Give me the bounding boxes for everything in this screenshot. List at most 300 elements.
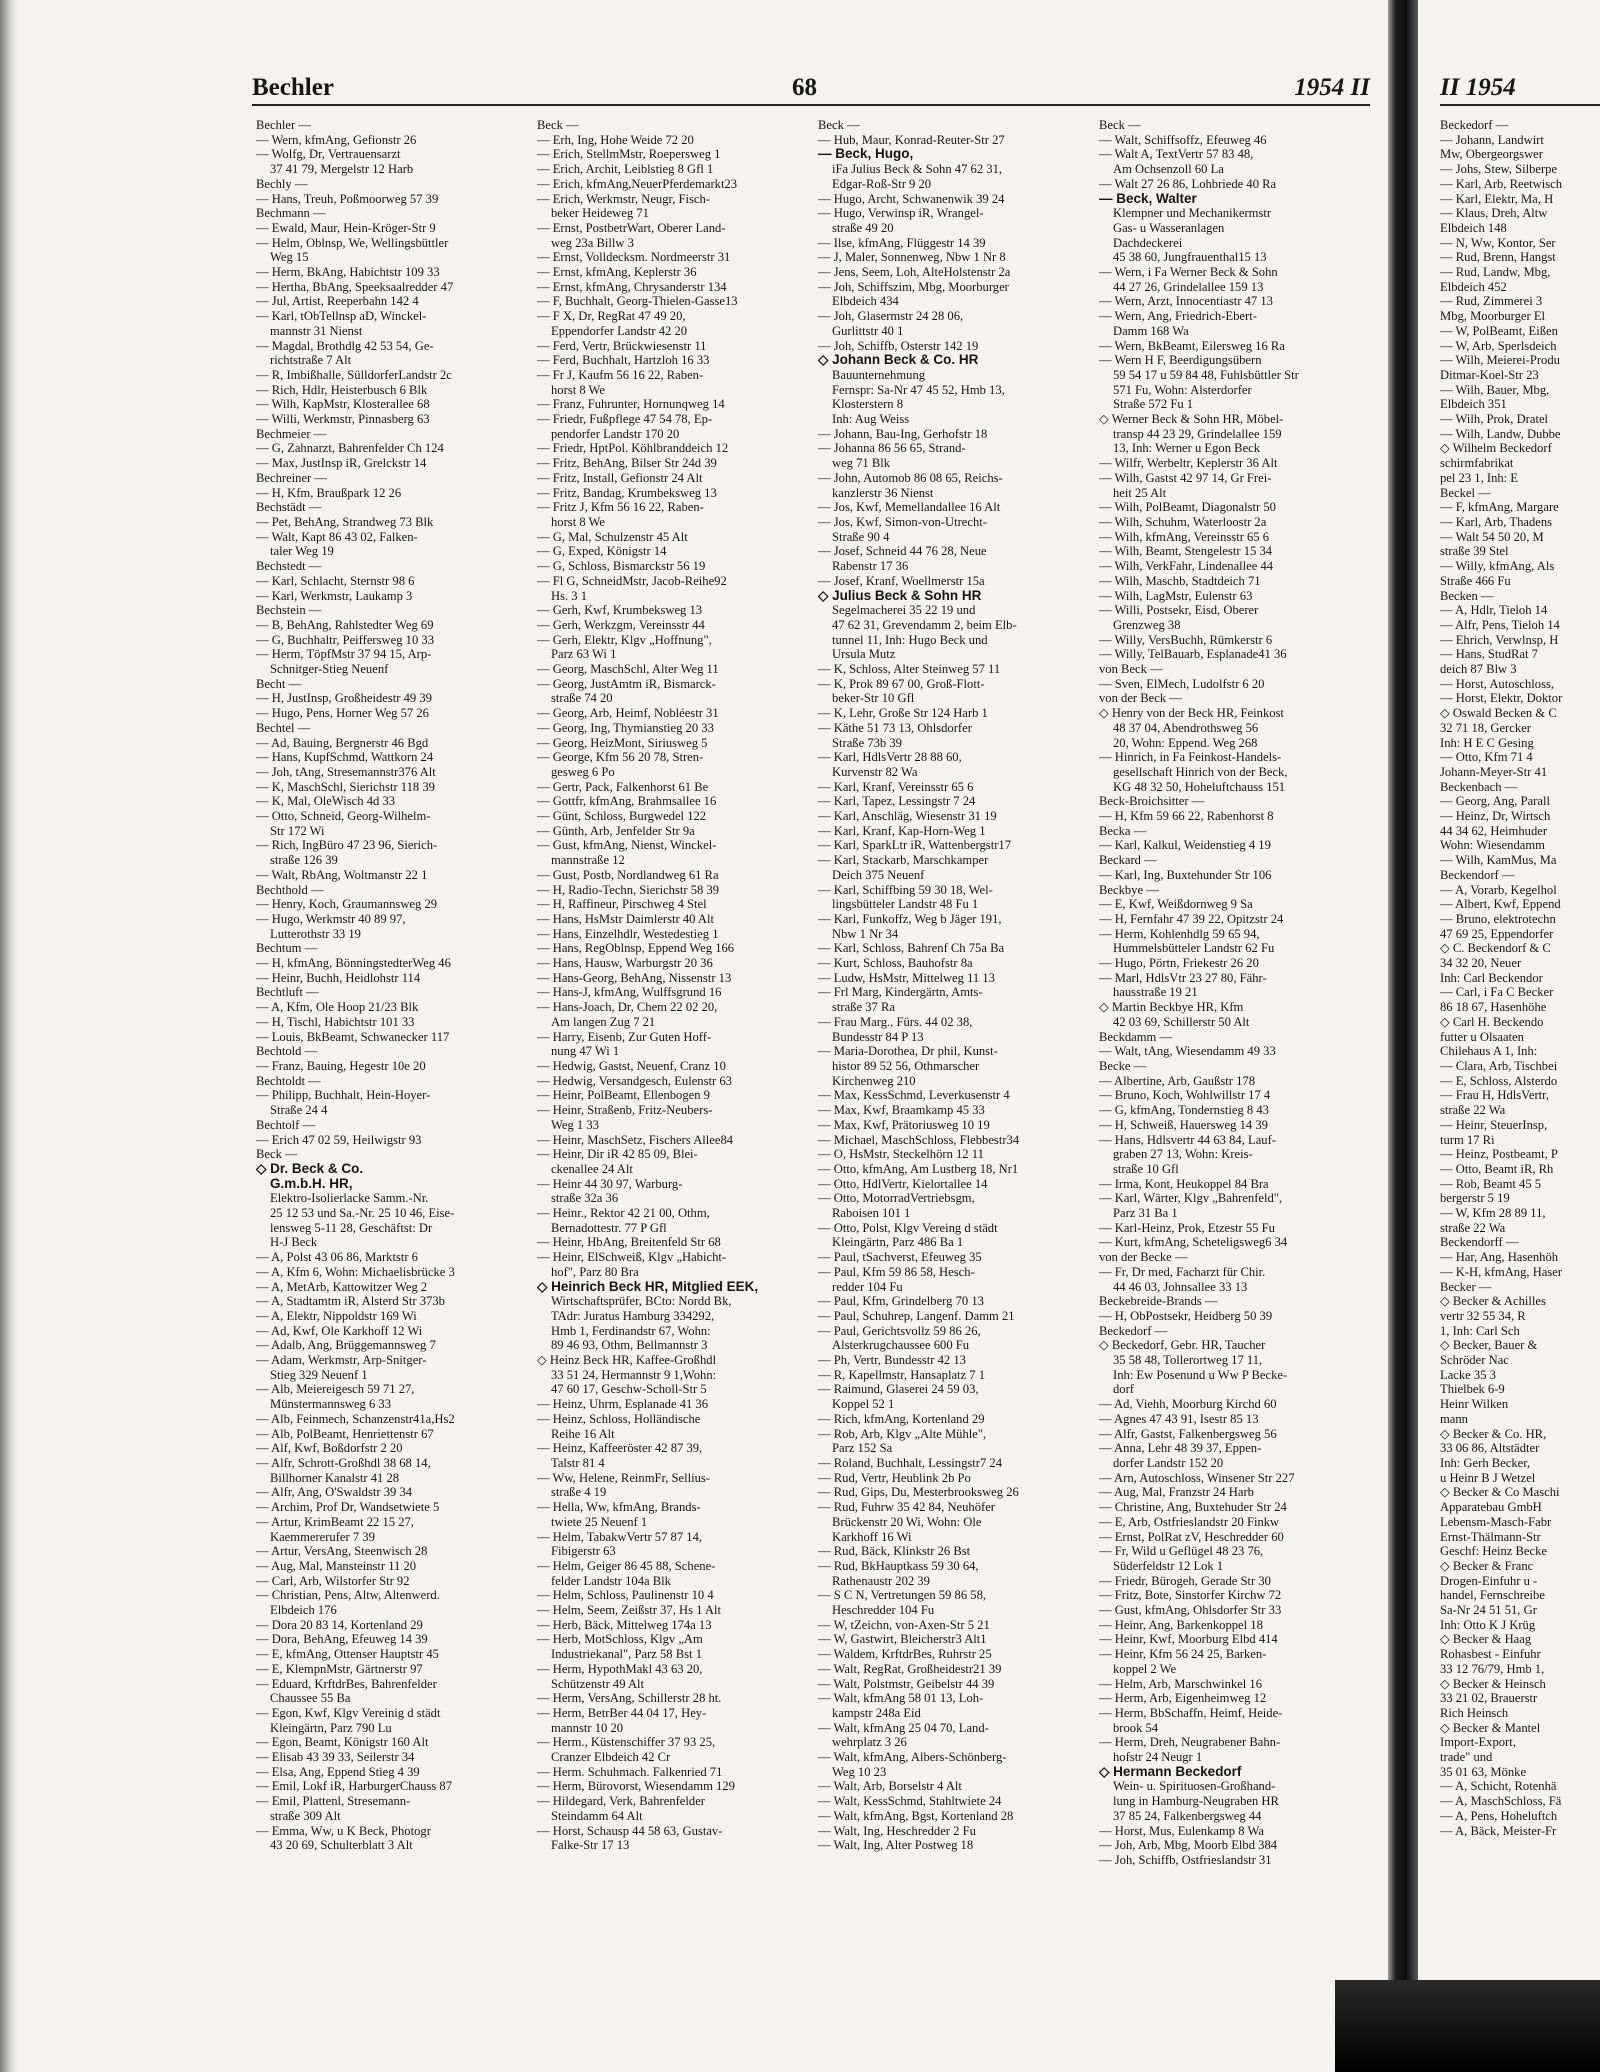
directory-entry: — Jos, Kwf, Memellandallee 16 Alt <box>818 500 1001 515</box>
directory-entry: — Max, Kwf, Prätoriusweg 10 19 <box>818 1117 990 1132</box>
right-page-entry: u Heinr B J Wetzel <box>1440 1470 1536 1485</box>
right-page-entry: ◇ Becker & Franc <box>1440 1558 1534 1573</box>
right-page-entry: — Wilh, Bauer, Mbg, <box>1440 382 1550 397</box>
right-page-entry: ◇ Carl H. Beckendo <box>1440 1014 1544 1029</box>
directory-entry: — Heinr, ElSchweiß, Klgv „Habicht- <box>537 1250 727 1265</box>
directory-entry: — Hedwig, Gastst, Neuenf, Cranz 10 <box>537 1059 726 1073</box>
directory-entry: histor 89 52 56, Othmarscher <box>832 1059 980 1073</box>
directory-entry: horst 8 We <box>551 514 606 529</box>
right-page-entry: mann <box>1440 1411 1468 1426</box>
right-page-entry: ◇ C. Beckendorf & C <box>1440 941 1551 956</box>
directory-entry: Gas- u Wasseranlagen <box>1113 220 1225 235</box>
directory-entry: — K, MaschSchl, Sierichstr 118 39 <box>256 779 435 794</box>
directory-entry: Cranzer Elbdeich 42 Cr <box>551 1750 671 1765</box>
directory-entry: Inh: Aug Weiss <box>832 412 910 427</box>
right-page-entry: 44 34 62, Heimhuder <box>1440 823 1548 838</box>
directory-entry: Bechtolf — <box>256 1117 316 1132</box>
right-page-entry: 33 12 76/79, Hmb 1, <box>1440 1661 1545 1676</box>
directory-entry: — Walt, tAng, Wiesendamm 49 33 <box>1099 1044 1276 1059</box>
directory-entry: — Karl, Werkmstr, Laukamp 3 <box>256 588 413 603</box>
directory-entry: — G, Zahnarzt, Bahrenfelder Ch 124 <box>256 441 444 456</box>
directory-entry: — Herm. Schuhmach. Falkenried 71 <box>537 1764 723 1779</box>
directory-entry: — Roland, Buchhalt, Lessingstr7 24 <box>818 1455 1002 1470</box>
directory-entry: — Philipp, Buchhalt, Hein-Hoyer- <box>256 1088 431 1103</box>
right-page-entry: deich 87 Blw 3 <box>1440 662 1517 677</box>
directory-entry: Bechtum — <box>256 941 318 956</box>
directory-entry: Beckbye — <box>1099 882 1159 897</box>
directory-entry: — Maria-Dorothea, Dr phil, Kunst- <box>818 1044 998 1059</box>
directory-entry: Straße 73b 39 <box>832 735 902 750</box>
directory-entry: — Gerh, Kwf, Krumbeksweg 13 <box>537 603 703 618</box>
right-page-entry: — Johs, Stew, Silberpe <box>1440 162 1558 177</box>
directory-entry: Becke — <box>1099 1059 1147 1073</box>
directory-entry: Parz 31 Ba 1 <box>1113 1206 1178 1221</box>
directory-entry: — Gust, kfmAng, Nienst, Winckel- <box>537 838 717 853</box>
directory-entry: — Georg, MaschSchl, Alter Weg 11 <box>537 662 719 677</box>
directory-entry: — Günt, Schloss, Burgwedel 122 <box>537 809 707 824</box>
directory-entry: — H, ObPostsekr, Heidberg 50 39 <box>1099 1308 1273 1323</box>
directory-entry: — Ludw, HsMstr, Mittelweg 11 13 <box>818 970 995 985</box>
column-4 <box>1099 118 1367 1868</box>
right-page-entry: Ernst-Thälmann-Str <box>1440 1529 1541 1544</box>
running-head: Bechler <box>252 74 334 101</box>
directory-entry: — Hugo, Pörtn, Friekestr 26 20 <box>1099 956 1259 971</box>
directory-entry: — E, Kwf, Weißdornweg 9 Sa <box>1099 897 1253 912</box>
directory-entry: lung in Hamburg-Neugraben HR <box>1113 1794 1279 1809</box>
right-page-entry: Sa-Nr 24 51 51, Gr <box>1440 1603 1537 1618</box>
directory-entry: — Herm, Arb, Eigenheimweg 12 <box>1099 1691 1267 1706</box>
directory-entry: — Karl, Funkoffz, Weg b Jäger 191, <box>818 911 1002 926</box>
right-page-entry: Beckendorf — <box>1440 867 1515 882</box>
directory-entry: — A, Polst 43 06 86, Marktstr 6 <box>256 1250 418 1265</box>
directory-entry: — Wern, i Fa Werner Beck & Sohn <box>1099 265 1278 280</box>
directory-entry: — Karl, Anschläg, Wiesenstr 31 19 <box>818 809 997 824</box>
directory-entry: Schützenstr 49 Alt <box>551 1676 645 1691</box>
directory-entry: — O, HsMstr, Steckelhörn 12 11 <box>818 1147 984 1162</box>
directory-entry: — Josef, Schneid 44 76 28, Neue <box>818 544 987 559</box>
directory-entry: — Walt, RegRat, Großheidestr21 39 <box>818 1661 1002 1676</box>
right-page-entry: 32 71 18, Gercker <box>1440 720 1531 735</box>
column-1 <box>256 118 524 1853</box>
directory-entry: Eppendorfer Landstr 42 20 <box>551 323 688 338</box>
directory-entry: TAdr: Juratus Hamburg 334292, <box>551 1308 715 1323</box>
directory-entry: 20, Wohn: Eppend. Weg 268 <box>1113 735 1258 750</box>
directory-entry: Segelmacherei 35 22 19 und <box>832 603 976 618</box>
directory-entry: — Dora, BehAng, Efeuweg 14 39 <box>256 1632 428 1647</box>
directory-entry: — Wern, BkBeamt, Eilersweg 16 Ra <box>1099 338 1285 353</box>
directory-entry: — Karl, Schloss, Bahrenf Ch 75a Ba <box>818 941 1005 956</box>
directory-entry: — Emil, Lokf iR, HarburgerChauss 87 <box>256 1779 452 1794</box>
directory-entry: — Paul, Schuhrep, Langenf. Damm 21 <box>818 1308 1015 1323</box>
right-page-entry: Thielbek 6-9 <box>1440 1382 1505 1397</box>
directory-entry: ◇ Werner Beck & Sohn HR, Möbel- <box>1099 412 1367 427</box>
directory-entry: hausstraße 19 21 <box>1113 985 1198 1000</box>
directory-entry: — Hans, HsMstr Daimlerstr 40 Alt <box>537 911 715 926</box>
directory-entry: — Emma, Ww, u K Beck, Photogr <box>256 1823 431 1838</box>
directory-entry: — Fritz, Bote, Sinstorfer Kirchw 72 <box>1099 1588 1282 1603</box>
directory-entry: — Friedr, Fußpflege 47 54 78, Ep- <box>537 412 713 427</box>
directory-entry: — Alfr, Ang, O'Swaldstr 39 34 <box>256 1485 413 1500</box>
directory-entry: Raboisen 101 1 <box>832 1206 911 1221</box>
directory-entry: straße 74 20 <box>551 691 613 706</box>
directory-entry: Bauunternehmung <box>832 367 926 382</box>
directory-entry: — Karl, Kalkul, Weidenstieg 4 19 <box>1099 838 1271 853</box>
directory-entry: — Walt, Schiffsoffz, Efeuweg 46 <box>1099 132 1267 147</box>
directory-entry: — Paul, Kfm, Grindelberg 70 13 <box>818 1294 984 1309</box>
directory-entry: ◇ Dr. Beck & Co. <box>256 1162 524 1177</box>
right-page-entry: — A, Hdlr, Tieloh 14 <box>1440 603 1548 618</box>
directory-entry: Str 172 Wi <box>270 823 325 838</box>
directory-entry: — Walt 27 26 86, Lohbriede 40 Ra <box>1099 176 1277 191</box>
directory-entry: ◇ Heinrich Beck HR, Mitglied EEK, <box>537 1280 805 1295</box>
directory-entry: — Heinr, HbAng, Breitenfeld Str 68 <box>537 1235 721 1250</box>
directory-entry: — Paul, Gerichtsvollz 59 86 26, <box>818 1323 981 1338</box>
directory-entry: Am langen Zug 7 21 <box>551 1014 656 1029</box>
right-page-header <box>1440 74 1600 106</box>
directory-entry: Bechmann — <box>256 206 326 221</box>
directory-entry: Süderfeldstr 12 Lok 1 <box>1113 1558 1224 1573</box>
directory-entry: redder 104 Fu <box>832 1279 903 1294</box>
directory-entry: — Georg, JustAmtm iR, Bismarck- <box>537 676 716 691</box>
directory-entry: — Rud, BkHauptkass 59 30 64, <box>818 1558 979 1573</box>
directory-entry: — Franz, Fuhrunter, Hornunqweg 14 <box>537 397 725 412</box>
directory-entry: — Walt, Polstmstr, Geibelstr 44 39 <box>818 1676 995 1691</box>
right-page-entry: Elbdeich 452 <box>1440 279 1507 294</box>
directory-entry: — Max, JustInsp iR, Grelckstr 14 <box>256 456 427 471</box>
directory-entry: — Erich, Werkmstr, Neugr, Fisch- <box>537 191 710 206</box>
directory-entry: — G, Mal, Schulzenstr 45 Alt <box>537 529 688 544</box>
directory-entry: — Heinr 44 30 97, Warburg- <box>537 1176 683 1191</box>
year-edition: 1954 II <box>1294 74 1370 101</box>
directory-entry: Beckdamm — <box>1099 1029 1173 1044</box>
directory-entry: Am Ochsenzoll 60 La <box>1113 162 1224 177</box>
directory-entry: — Gust, kfmAng, Ohlsdorfer Str 33 <box>1099 1603 1282 1618</box>
directory-entry: — H, Kfm, Braußpark 12 26 <box>256 485 402 500</box>
right-page-entry: — E, Schloss, Alsterdo <box>1440 1073 1558 1088</box>
directory-entry: — John, Automob 86 08 65, Reichs- <box>818 470 1003 485</box>
directory-entry: Lutterothstr 33 19 <box>270 926 361 941</box>
directory-entry: — W, tZeichn, von-Axen-Str 5 21 <box>818 1617 990 1632</box>
directory-entry: — Walt, Ing, Alter Postweg 18 <box>818 1838 974 1853</box>
right-page-entry: — A, MaschSchloss, Fä <box>1440 1794 1562 1809</box>
directory-entry: Kirchenweg 210 <box>832 1073 916 1088</box>
directory-entry: — Walt, Kapt 86 43 02, Falken- <box>256 529 418 544</box>
directory-entry: — Jos, Kwf, Simon-von-Utrecht- <box>818 514 987 529</box>
directory-entry: — H, Tischl, Habichtstr 101 33 <box>256 1014 415 1029</box>
right-page-entry: — Bruno, elektrotechn <box>1440 911 1556 926</box>
directory-entry: Industriekanal", Parz 58 Bst 1 <box>551 1647 702 1662</box>
directory-entry: 35 58 48, Tollerortweg 17 11, <box>1113 1353 1263 1368</box>
right-page-entry: ◇ Becker & Heinsch <box>1440 1676 1546 1691</box>
right-page-entry: Inh: Otto K J Krüg <box>1440 1617 1536 1632</box>
directory-entry: Rathenaustr 202 39 <box>832 1573 930 1588</box>
directory-entry: Talstr 81 4 <box>551 1455 605 1470</box>
directory-entry: — Karl, HdlsVertr 28 88 60, <box>818 750 962 765</box>
right-page-entry: Lacke 35 3 <box>1440 1367 1496 1382</box>
directory-entry: — Walt, Arb, Borselstr 4 Alt <box>818 1779 962 1794</box>
directory-entry: — Fritz, Bandag, Krumbeksweg 13 <box>537 485 717 500</box>
directory-entry: — Heinr, Kfm 56 24 25, Barken- <box>1099 1647 1267 1662</box>
directory-entry: — Walt, kfmAng 58 01 13, Loh- <box>818 1691 984 1706</box>
directory-entry: — Rud, Fuhrw 35 42 84, Neuhöfer <box>818 1500 995 1515</box>
directory-entry: — Hugo, Archt, Schwanenwik 39 24 <box>818 191 1005 206</box>
directory-entry: Kleingärtn, Parz 790 Lu <box>270 1720 392 1735</box>
directory-entry: — Ernst, PostbetrWart, Oberer Land- <box>537 220 726 235</box>
directory-entry: — Elisab 43 39 33, Seilerstr 34 <box>256 1750 415 1765</box>
directory-entry: — Pet, BehAng, Strandweg 73 Blk <box>256 514 434 529</box>
directory-entry: — G, Exped, Königstr 14 <box>537 544 667 559</box>
directory-entry: — Hugo, Verwinsp iR, Wrangel- <box>818 206 984 221</box>
right-page-entry: Beckel — <box>1440 485 1491 500</box>
directory-entry: — Joh, Schiffb, Ostfrieslandstr 31 <box>1099 1852 1272 1867</box>
right-page-entry: Becken — <box>1440 588 1494 603</box>
column-2 <box>537 118 805 1853</box>
right-page-entry: futter u Olsaaten <box>1440 1029 1524 1044</box>
directory-entry: Parz 63 Wi 1 <box>551 647 617 662</box>
directory-entry: — Agnes 47 43 91, Isestr 85 13 <box>1099 1411 1259 1426</box>
directory-entry: — Herm, Bürovorst, Wiesendamm 129 <box>537 1779 735 1794</box>
directory-entry: — Max, Kwf, Braamkamp 45 33 <box>818 1103 985 1118</box>
directory-entry: — Wern H F, Beerdigungsübern <box>1099 353 1262 368</box>
right-page-entry: pel 23 1, Inh: E <box>1440 470 1518 485</box>
directory-entry: — Wolfg, Dr, Vertrauensarzt <box>256 147 401 162</box>
directory-entry: — Hans, Einzelhdlr, Westedestieg 1 <box>537 926 719 941</box>
directory-entry: — Magdal, Brothdlg 42 53 54, Ge- <box>256 338 434 353</box>
directory-entry: — Wern, kfmAng, Gefionstr 26 <box>256 132 417 147</box>
right-page-entry: — Wilh, Prok, Dratel <box>1440 412 1549 427</box>
directory-entry: — Ferd, Vertr, Brückwiesenstr 11 <box>537 338 707 353</box>
directory-entry: — H, Kfm 59 66 22, Rabenhorst 8 <box>1099 809 1274 824</box>
right-page-entry: straße 22 Wa <box>1440 1220 1506 1235</box>
directory-entry: — Raimund, Glaserei 24 59 03, <box>818 1382 979 1397</box>
directory-entry: — Egon, Kwf, Klgv Vereinig d städt <box>256 1705 441 1720</box>
directory-entry: — Arn, Autoschloss, Winsener Str 227 <box>1099 1470 1295 1485</box>
directory-entry: 44 27 26, Grindelallee 159 13 <box>1113 279 1264 294</box>
right-year-edition: II 1954 <box>1440 74 1516 101</box>
directory-entry: — Ww, Helene, ReinmFr, Sellius- <box>537 1470 710 1485</box>
directory-entry: — Alfr, Gastst, Falkenbergsweg 56 <box>1099 1426 1277 1441</box>
directory-entry: — Walt A, TextVertr 57 83 48, <box>1099 147 1254 162</box>
directory-entry: — Hinrich, in Fa Feinkost-Handels- <box>1099 750 1282 765</box>
directory-entry: — Wern, Arzt, Innocentiastr 47 13 <box>1099 294 1273 309</box>
directory-entry: 47 62 31, Grevendamm 2, beim Elb- <box>832 617 1017 632</box>
directory-entry: hofstr 24 Neugr 1 <box>1113 1750 1203 1765</box>
right-page-entry: — Wilh, Landw, Dubbe <box>1440 426 1561 441</box>
directory-entry: pendorfer Landstr 170 20 <box>551 426 680 441</box>
directory-entry: 48 37 04, Abendrothsweg 56 <box>1113 720 1259 735</box>
directory-entry: — K, Lehr, Große Str 124 Harb 1 <box>818 706 988 721</box>
right-page-entry: Rich Heinsch <box>1440 1705 1509 1720</box>
right-page-entry: ◇ Becker, Bauer & <box>1440 1338 1538 1353</box>
right-page-entry: Apparatebau GmbH <box>1440 1500 1542 1515</box>
directory-entry: — Gerh, Werkzgm, Vereinsstr 44 <box>537 617 705 632</box>
directory-entry: Fibigerstr 63 <box>551 1544 616 1559</box>
directory-entry: — Friedr, HptPol. Köhlbranddeich 12 <box>537 441 729 456</box>
directory-entry: — Ernst, PolRat zV, Heschredder 60 <box>1099 1529 1284 1544</box>
directory-entry: iFa Julius Beck & Sohn 47 62 31, <box>832 162 1003 177</box>
right-page-entry: — W, Arb, Sperlsdeich <box>1440 338 1557 353</box>
directory-entry: — Friedr, Bürogeh, Gerade Str 30 <box>1099 1573 1271 1588</box>
directory-entry: — Aug, Mal, Franzstr 24 Harb <box>1099 1485 1254 1500</box>
right-page-entry: Inh: H E C Gesing <box>1440 735 1534 750</box>
directory-entry: Straße 90 4 <box>832 529 890 544</box>
directory-entry: — A, Kfm, Ole Hoop 21/23 Blk <box>256 1000 419 1015</box>
directory-entry: — Alb, Feinmech, Schanzenstr41a,Hs2 <box>256 1411 455 1426</box>
directory-entry: — Erh, Ing, Hohe Weide 72 20 <box>537 132 694 147</box>
directory-entry: — Ad, Bauing, Bergnerstr 46 Bgd <box>256 735 429 750</box>
right-page-entry: Mbg, Moorburger El <box>1440 309 1546 324</box>
right-page-entry: Wohn: Wiesendamm <box>1440 838 1545 853</box>
directory-entry: — Wilh, Maschb, Stadtdeich 71 <box>1099 573 1261 588</box>
directory-entry: — Willi, Postsekr, Eisd, Oberer <box>1099 603 1259 618</box>
directory-entry: — Johanna 86 56 65, Strand- <box>818 441 966 456</box>
right-page-entry: straße 22 Wa <box>1440 1103 1506 1118</box>
directory-entry: Bundesstr 84 P 13 <box>832 1029 924 1044</box>
directory-entry: nung 47 Wi 1 <box>551 1044 620 1059</box>
directory-entry: — Dora 20 83 14, Kortenland 29 <box>256 1617 423 1632</box>
directory-entry: — Egon, Beamt, Königstr 160 Alt <box>256 1735 429 1750</box>
right-page-entry: Beckedorf — <box>1440 118 1509 132</box>
scan-dark-corner <box>1335 1980 1600 2072</box>
directory-entry: — Herm, HypothMakl 43 63 20, <box>537 1661 703 1676</box>
directory-entry: — Frau Marg., Fürs. 44 02 38, <box>818 1014 973 1029</box>
directory-entry: — Heinr, MaschSetz, Fischers Allee84 <box>537 1132 734 1147</box>
directory-entry: — Emil, Plattenl, Stresemann- <box>256 1794 411 1809</box>
right-page-entry: — Heinz, Dr, Wirtsch <box>1440 809 1551 824</box>
directory-entry: Klosterstern 8 <box>832 397 903 412</box>
directory-entry: — Ilse, kfmAng, Flüggestr 14 39 <box>818 235 986 250</box>
right-page-entry: 1, Inh: Carl Sch <box>1440 1323 1520 1338</box>
directory-entry: — Heinr, Buchh, Heidlohstr 114 <box>256 970 421 985</box>
directory-entry: — Henry, Koch, Graumannsweg 29 <box>256 897 438 912</box>
directory-entry: — Horst, Schausp 44 58 63, Gustav- <box>537 1823 723 1838</box>
directory-entry: — Kurt, Schloss, Bauhofstr 8a <box>818 956 973 971</box>
right-page-entry: Johann-Meyer-Str 41 <box>1440 764 1548 779</box>
directory-entry: — Wilfr, Werbeltr, Keplerstr 36 Alt <box>1099 456 1278 471</box>
directory-entry: — Bruno, Koch, Wohlwillstr 17 4 <box>1099 1088 1271 1103</box>
directory-entry: — Horst, Mus, Eulenkamp 8 Wa <box>1099 1823 1264 1838</box>
right-page-entry: — Har, Ang, Hasenhöh <box>1440 1250 1559 1265</box>
directory-entry: — Karl-Heinz, Prok, Etzestr 55 Fu <box>1099 1220 1275 1235</box>
right-page-entry: bergerstr 5 19 <box>1440 1191 1510 1206</box>
directory-entry: — Wilh, LagMstr, Eulenstr 63 <box>1099 588 1253 603</box>
directory-entry: — H, Fernfahr 47 39 22, Opitzstr 24 <box>1099 911 1284 926</box>
directory-entry: — Heinz, Kaffeeröster 42 87 39, <box>537 1441 703 1456</box>
directory-entry: — Ad, Kwf, Ole Karkhoff 12 Wi <box>256 1323 423 1338</box>
right-page-entry: ◇ Wilhelm Beckedorf <box>1440 441 1552 456</box>
directory-entry: — S C N, Vertretungen 59 86 58, <box>818 1588 987 1603</box>
right-page-entry: Beckendorff — <box>1440 1235 1519 1250</box>
directory-entry: — Walt, kfmAng, Albers-Schönberg- <box>818 1750 1007 1765</box>
directory-entry: — Karl, Kranf, Vereinsstr 65 6 <box>818 779 974 794</box>
directory-entry: — Alb, PolBeamt, Henriettenstr 67 <box>256 1426 434 1441</box>
directory-entry: — Georg, Ing, Thymianstieg 20 33 <box>537 720 714 735</box>
right-page-entry: 34 32 20, Neuer <box>1440 956 1522 971</box>
directory-entry: — Helm, TabakwVertr 57 87 14, <box>537 1529 703 1544</box>
directory-entry: weg 71 Blk <box>832 456 891 471</box>
directory-entry: Grenzweg 38 <box>1113 617 1181 632</box>
directory-entry: — Wern, Ang, Friedrich-Ebert- <box>1099 309 1257 324</box>
directory-entry: Elektro-Isolierlacke Samm.-Nr. <box>270 1191 429 1206</box>
directory-entry: — B, BehAng, Rahlstedter Weg 69 <box>256 617 434 632</box>
directory-entry: lensweg 5-11 28, Geschäftst: Dr <box>270 1220 433 1235</box>
directory-entry: — J, Maler, Sonnenweg, Nbw 1 Nr 8 <box>818 250 1006 265</box>
directory-entry: — G, Schloss, Bismarckstr 56 19 <box>537 559 706 574</box>
directory-entry: — Louis, BkBeamt, Schwanecker 117 <box>256 1029 450 1044</box>
directory-entry: 47 60 17, Geschw-Scholl-Str 5 <box>551 1382 707 1397</box>
directory-entry: Fernspr: Sa-Nr 47 45 52, Hmb 13, <box>832 382 1005 397</box>
directory-entry: — Wilh, kfmAng, Vereinsstr 65 6 <box>1099 529 1270 544</box>
right-page-entry: trade" und <box>1440 1750 1493 1765</box>
directory-entry: — Heinr., Rektor 42 21 00, Othm, <box>537 1206 710 1221</box>
right-page-entry: — Klaus, Dreh, Altw <box>1440 206 1548 221</box>
directory-entry: 571 Fu, Wohn: Alsterdorfer <box>1113 382 1252 397</box>
directory-entry: — Sven, ElMech, Ludolfstr 6 20 <box>1099 676 1265 691</box>
directory-entry: straße 10 Gfl <box>1113 1161 1179 1176</box>
directory-entry: — R, Imbißhalle, SülldorferLandstr 2c <box>256 367 452 382</box>
directory-entry: 37 85 24, Falkenbergsweg 44 <box>1113 1808 1262 1823</box>
right-page-entry: Inh: Gerh Becker, <box>1440 1455 1531 1470</box>
directory-entry: — Irma, Kont, Heukoppel 84 Bra <box>1099 1176 1269 1191</box>
right-page-entry: — Rud, Zimmerei 3 <box>1440 294 1543 309</box>
directory-entry: felder Landstr 104a Blk <box>551 1573 671 1588</box>
directory-entry: Wirtschaftsprüfer, BCto: Nordd Bk, <box>551 1294 732 1309</box>
directory-entry: — W, Gastwirt, Bleicherstr3 Alt1 <box>818 1632 987 1647</box>
directory-entry: Wein- u. Spirituosen-Großhand- <box>1113 1779 1276 1794</box>
directory-entry: — Wilh, PolBeamt, Diagonalstr 50 <box>1099 500 1276 515</box>
directory-entry: — Käthe 51 73 13, Ohlsdorfer <box>818 720 972 735</box>
directory-entry: — Frl Marg, Kindergärtn, Amts- <box>818 985 983 1000</box>
right-page-entry: 33 06 86, Altstädter <box>1440 1441 1540 1456</box>
directory-entry: — A, Kfm 6, Wohn: Michaelisbrücke 3 <box>256 1264 455 1279</box>
directory-entry: Parz 152 Sa <box>832 1441 893 1456</box>
directory-entry: — K, Schloss, Alter Steinweg 57 11 <box>818 662 1001 677</box>
directory-entry: Hmb 1, Ferdinandstr 67, Wohn: <box>551 1323 711 1338</box>
directory-entry: — Heinz, Schloss, Holländische <box>537 1411 701 1426</box>
directory-entry: straße 309 Alt <box>270 1808 341 1823</box>
directory-entry: — Herb, MotSchloss, Klgv „Am <box>537 1632 703 1647</box>
directory-entry: Chaussee 55 Ba <box>270 1691 351 1706</box>
directory-entry: — H, Raffineur, Pirschweg 4 Stel <box>537 897 707 912</box>
directory-entry: — Herm, VersAng, Schillerstr 28 ht. <box>537 1691 722 1706</box>
directory-entry: Steindamm 64 Alt <box>551 1808 643 1823</box>
directory-entry: Brückenstr 20 Wi, Wohn: Ole <box>832 1514 982 1529</box>
directory-entry: — Joh, tAng, Stresemannstr376 Alt <box>256 764 436 779</box>
directory-entry: 44 46 03, Johnsallee 33 13 <box>1113 1279 1248 1294</box>
directory-entry: — Herm, Dreh, Neugrabener Bahn- <box>1099 1735 1281 1750</box>
directory-entry: — F, Buchhalt, Georg-Thielen-Gasse13 <box>537 294 738 309</box>
directory-entry: Kaemmererufer 7 39 <box>270 1529 375 1544</box>
right-page-entry: Lebensm-Masch-Fabr <box>1440 1514 1552 1529</box>
right-page-entry: — Rud, Landw, Mbg, <box>1440 265 1551 280</box>
directory-entry: — Herm, BkAng, Habichtstr 109 33 <box>256 265 440 280</box>
directory-entry: ◇ Martin Beckbye HR, Kfm <box>1099 1000 1367 1015</box>
directory-entry: lingsbütteler Landstr 48 Fu 1 <box>832 897 979 912</box>
directory-entry: — Karl, Stackarb, Marschkamper <box>818 853 989 868</box>
directory-entry: — Joh, Arb, Mbg, Moorb Elbd 384 <box>1099 1838 1278 1853</box>
directory-entry: — Karl, Schlacht, Sternstr 98 6 <box>256 573 415 588</box>
directory-entry: — Alb, Meiereigesch 59 71 27, <box>256 1382 415 1397</box>
directory-entry: 43 20 69, Schulterblatt 3 Alt <box>270 1838 413 1853</box>
directory-entry: Straße 24 4 <box>270 1103 328 1118</box>
directory-entry: ◇ Hermann Beckedorf <box>1099 1765 1367 1780</box>
directory-entry: ◇ Henry von der Beck HR, Feinkost <box>1099 706 1367 721</box>
right-page-entry: — Georg, Ang, Parall <box>1440 794 1550 809</box>
directory-entry: gesellschaft Hinrich von der Beck, <box>1113 764 1288 779</box>
directory-entry: — Gerh, Elektr, Klgv „Hoffnung", <box>537 632 712 647</box>
directory-entry: — Wilh, Schuhm, Waterloostr 2a <box>1099 514 1267 529</box>
directory-entry: dorfer Landstr 152 20 <box>1113 1455 1224 1470</box>
